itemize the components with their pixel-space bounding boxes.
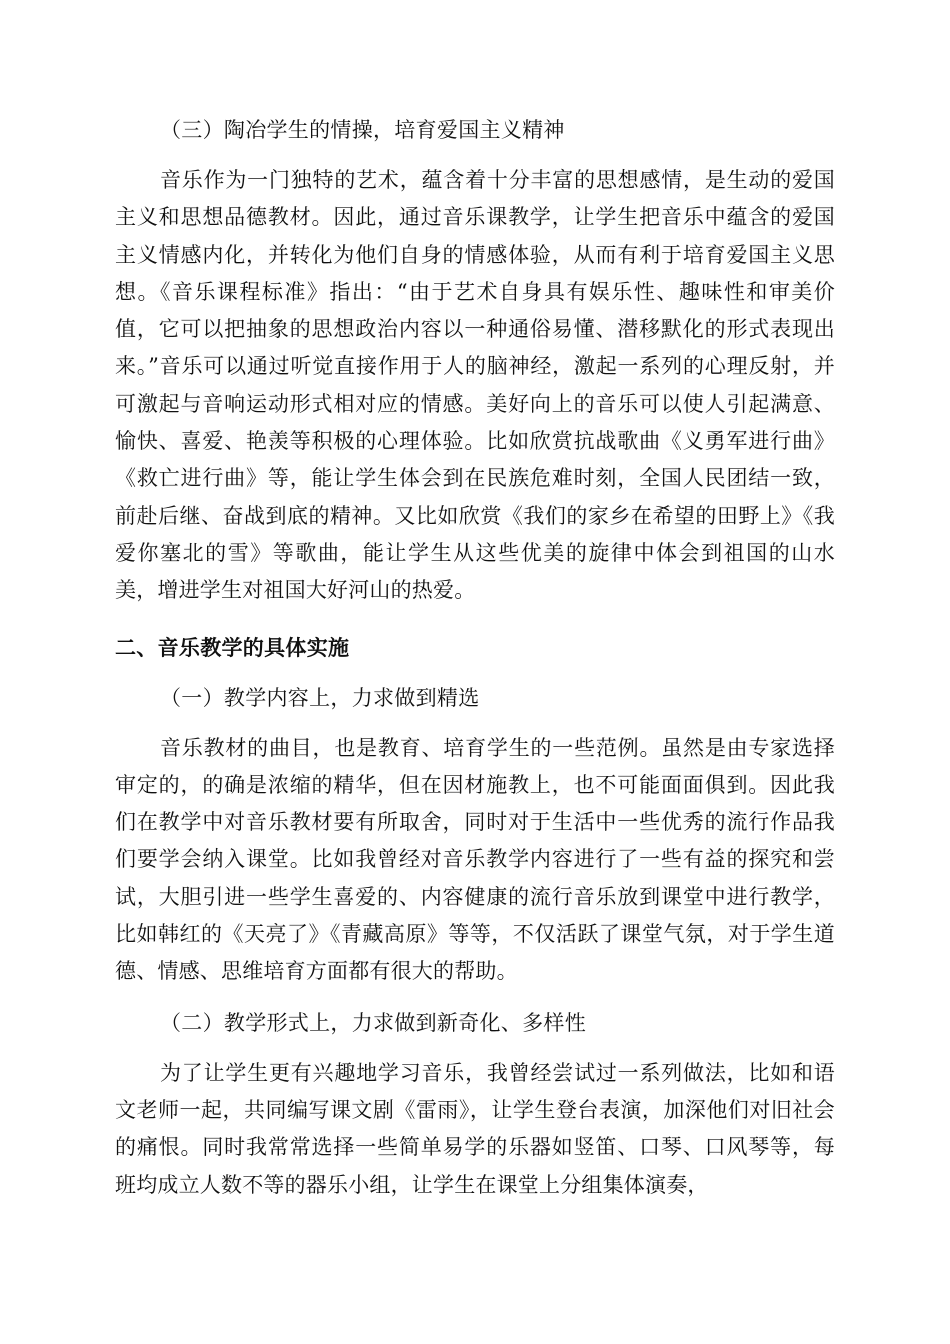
spacer	[115, 716, 835, 730]
chapter-2-heading: 二、音乐教学的具体实施	[115, 634, 350, 660]
subsection-1-paragraph: 音乐教材的曲目，也是教育、培育学生的一些范例。虽然是由专家选择审定的，的确是浓缩的精华，但在因材施教上，也不可能面面俱到。因此我们在教学中对音乐教材要有所取舍，同时对于生活中一些优秀的流行作品我们要学会纳入课堂。比如我曾经对音乐教学内容进行了一些有益的探究和尝试，大胆引进一些学生喜爱的、内容健康的流行音乐放到课堂中进行教学，比如韩红的《天亮了》《青藏高原》等等，不仅活跃了课堂气氛，对于学生道德、情感、思维培育方面都有很大的帮助。	[115, 735, 835, 984]
section-3-heading: （三）陶冶学生的情操，培育爱国主义精神	[160, 118, 565, 142]
spacer	[115, 148, 835, 162]
spacer	[115, 666, 835, 680]
spacer	[115, 991, 835, 1005]
spacer	[115, 1041, 835, 1055]
document-body	[115, 112, 835, 1204]
spacer	[115, 610, 835, 630]
subsection-2-paragraph: 为了让学生更有兴趣地学习音乐，我曾经尝试过一系列做法，比如和语文老师一起，共同编写课文剧《雷雨》，让学生登台表演，加深他们对旧社会的痛恨。同时我常常选择一些简单易学的乐器如竖笛、口琴、口风琴等，每班均成立人数不等的器乐小组，让学生在课堂上分组集体演奏，	[115, 1060, 835, 1197]
section-3-paragraph: 音乐作为一门独特的艺术，蕴含着十分丰富的思想感情，是生动的爱国主义和思想品德教材。因此，通过音乐课教学，让学生把音乐中蕴含的爱国主义情感内化，并转化为他们自身的情感体验，从而有利于培育爱国主义思想。《音乐课程标准》指出：“由于艺术自身具有娱乐性、趣味性和审美价值，它可以把抽象的思想政治内容以一种通俗易懂、潜移默化的形式表现出来。”音乐可以通过听觉直接作用于人的脑神经，激起一系列的心理反射，并可激起与音响运动形式相对应的情感。美好向上的音乐可以使人引起满意、愉快、喜爱、艳羡等积极的心理体验。比如欣赏抗战歌曲《义勇军进行曲》《救亡进行曲》等，能让学生体会到在民族危难时刻，全国人民团结一致，前赴后继、奋战到底的精神。又比如欣赏《我们的家乡在希望的田野上》《我爱你塞北的雪》等歌曲，能让学生从这些优美的旋律中体会到祖国的山水美，增进学生对祖国大好河山的热爱。	[115, 168, 835, 603]
subsection-2-heading: （二）教学形式上，力求做到新奇化、多样性	[160, 1010, 586, 1035]
subsection-1-heading: （一）教学内容上，力求做到精选	[160, 685, 480, 710]
